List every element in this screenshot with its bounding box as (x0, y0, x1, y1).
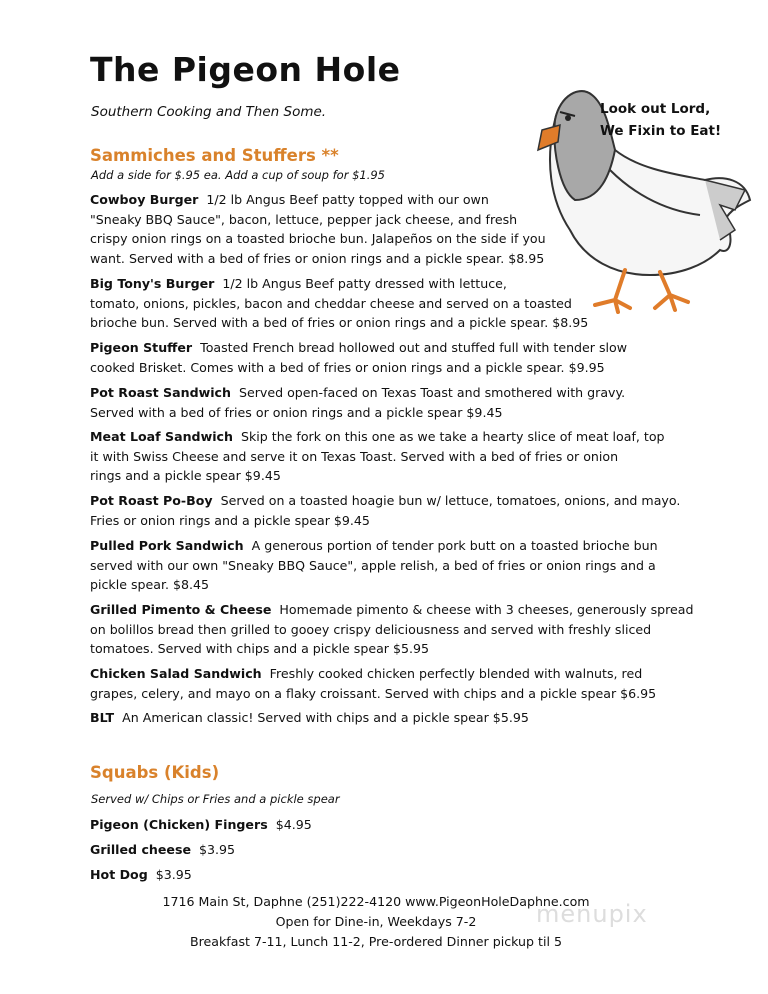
menu-item (90, 708, 529, 728)
item-description: Fries or onion rings and a pickle spear $9.45 (90, 512, 370, 528)
item-line (90, 600, 694, 620)
item-line (90, 274, 588, 294)
item-line (90, 708, 529, 728)
item-name: Grilled Pimento & Cheese (90, 602, 272, 617)
item-description: Served with a bed of fries or onion rings and a pickle spear $9.45 (90, 404, 503, 420)
section-heading-squabs: Squabs (Kids) (90, 763, 220, 782)
item-description: rings and a pickle spear $9.45 (90, 468, 281, 484)
item-name: Pulled Pork Sandwich (90, 538, 244, 553)
item-name: Grilled cheese (90, 842, 191, 857)
item-line (90, 313, 588, 333)
item-line (90, 383, 625, 403)
menu-item (90, 338, 627, 377)
menu-item (90, 383, 625, 422)
speech-line: We Fixin to Eat! (600, 123, 722, 139)
footer-meal-times: Breakfast 7-11, Lunch 11-2, Pre-ordered Dinner pickup til 5 (190, 934, 562, 949)
item-description: on bolillos bread then grilled to gooey crispy deliciousness and served with freshly sliced (90, 621, 652, 637)
item-description: Homemade pimento & cheese with 3 cheeses, generously spread (279, 602, 694, 617)
item-price: $3.95 (199, 842, 236, 857)
item-description: Served on a toasted hoagie bun w/ lettuce, tomatoes, onions, and mayo. (220, 493, 681, 508)
footer-address: 1716 Main St, Daphne (251)222-4120 www.PigeonHoleDaphne.com (162, 894, 590, 909)
item-name: Pigeon Stuffer (90, 340, 193, 355)
item-description: Toasted French bread hollowed out and stuffed full with tender slow (200, 340, 628, 355)
item-line (90, 536, 658, 556)
item-line (90, 210, 546, 230)
item-line (90, 639, 694, 659)
item-description: brioche bun. Served with a bed of fries or onion rings and a pickle spear. $8.95 (90, 315, 589, 331)
item-description: want. Served with a bed of fries or onion rings and a pickle spear. $8.95 (90, 250, 545, 266)
item-description: served with our own "Sneaky BBQ Sauce", apple relish, a bed of fries or onion rings and a (90, 557, 656, 573)
item-description: "Sneaky BBQ Sauce", bacon, lettuce, pepper jack cheese, and fresh (90, 211, 518, 227)
menu-item (90, 536, 658, 595)
speech-line: Look out Lord, (600, 101, 711, 117)
kids-item (90, 840, 235, 860)
item-description: tomato, onions, pickles, bacon and cheddar cheese and served on a toasted (90, 295, 572, 311)
item-line (90, 511, 680, 531)
item-line (90, 556, 658, 576)
item-description: An American classic! Served with chips and a pickle spear $5.95 (122, 710, 529, 725)
item-description: 1/2 lb Angus Beef patty topped with our own (206, 192, 489, 207)
item-line (90, 403, 625, 423)
section-note: Served w/ Chips or Fries and a pickle spear (91, 792, 340, 806)
item-description: cooked Brisket. Comes with a bed of fries or onion rings and a pickle spear. $9.95 (90, 359, 605, 375)
item-line (90, 491, 680, 511)
item-description: A generous portion of tender pork butt on a toasted brioche bun (251, 538, 658, 553)
section-note: Add a side for $.95 ea. Add a cup of soup for $1.95 (91, 168, 385, 182)
footer-hours: Open for Dine-in, Weekdays 7-2 (275, 914, 477, 929)
item-line (90, 294, 588, 314)
item-name: Meat Loaf Sandwich (90, 429, 233, 444)
speech-text (600, 98, 721, 142)
item-price: $4.95 (275, 817, 312, 832)
item-name: Pot Roast Po-Boy (90, 493, 213, 508)
item-line (90, 229, 546, 249)
item-line (90, 466, 665, 486)
item-line (90, 338, 627, 358)
item-line (90, 427, 665, 447)
item-name: Cowboy Burger (90, 192, 199, 207)
kids-item (90, 815, 312, 835)
menu-item (90, 427, 665, 486)
item-description: it with Swiss Cheese and serve it on Texas Toast. Served with a bed of fries or onion (90, 448, 619, 464)
menu-item (90, 190, 546, 268)
item-line (90, 620, 694, 640)
menu-item (90, 491, 680, 530)
item-line (90, 249, 546, 269)
item-line (90, 684, 656, 704)
section-heading-sammiches: Sammiches and Stuffers ** (90, 146, 339, 165)
item-description: grapes, celery, and mayo on a flaky croissant. Served with chips and a pickle spear $6.95 (90, 685, 657, 701)
item-line (90, 575, 658, 595)
item-description: pickle spear. $8.45 (90, 577, 210, 593)
kids-item (90, 865, 192, 885)
item-name: BLT (90, 710, 115, 725)
item-line (90, 447, 665, 467)
item-name: Pigeon (Chicken) Fingers (90, 817, 268, 832)
menu-item (90, 664, 656, 703)
menu-item (90, 600, 694, 659)
item-line (90, 190, 546, 210)
tagline: Southern Cooking and Then Some. (91, 104, 327, 120)
item-price: $3.95 (155, 867, 192, 882)
item-description: 1/2 lb Angus Beef patty dressed with lettuce, (222, 276, 507, 291)
item-name: Pot Roast Sandwich (90, 385, 231, 400)
item-description: Skip the fork on this one as we take a hearty slice of meat loaf, top (240, 429, 665, 444)
item-description: crispy onion rings on a toasted brioche bun. Jalapeños on the side if you (90, 231, 546, 247)
item-description: Served open-faced on Texas Toast and smothered with gravy. (238, 385, 626, 400)
item-name: Hot Dog (90, 867, 148, 882)
item-line (90, 358, 627, 378)
item-name: Big Tony's Burger (90, 276, 215, 291)
item-description: Freshly cooked chicken perfectly blended with walnuts, red (269, 666, 643, 681)
menu-item (90, 274, 588, 333)
restaurant-title: The Pigeon Hole (90, 50, 401, 89)
item-description: tomatoes. Served with chips and a pickle spear $5.95 (90, 641, 430, 657)
item-name: Chicken Salad Sandwich (90, 666, 262, 681)
watermark: menupix (536, 900, 648, 928)
item-line (90, 664, 656, 684)
